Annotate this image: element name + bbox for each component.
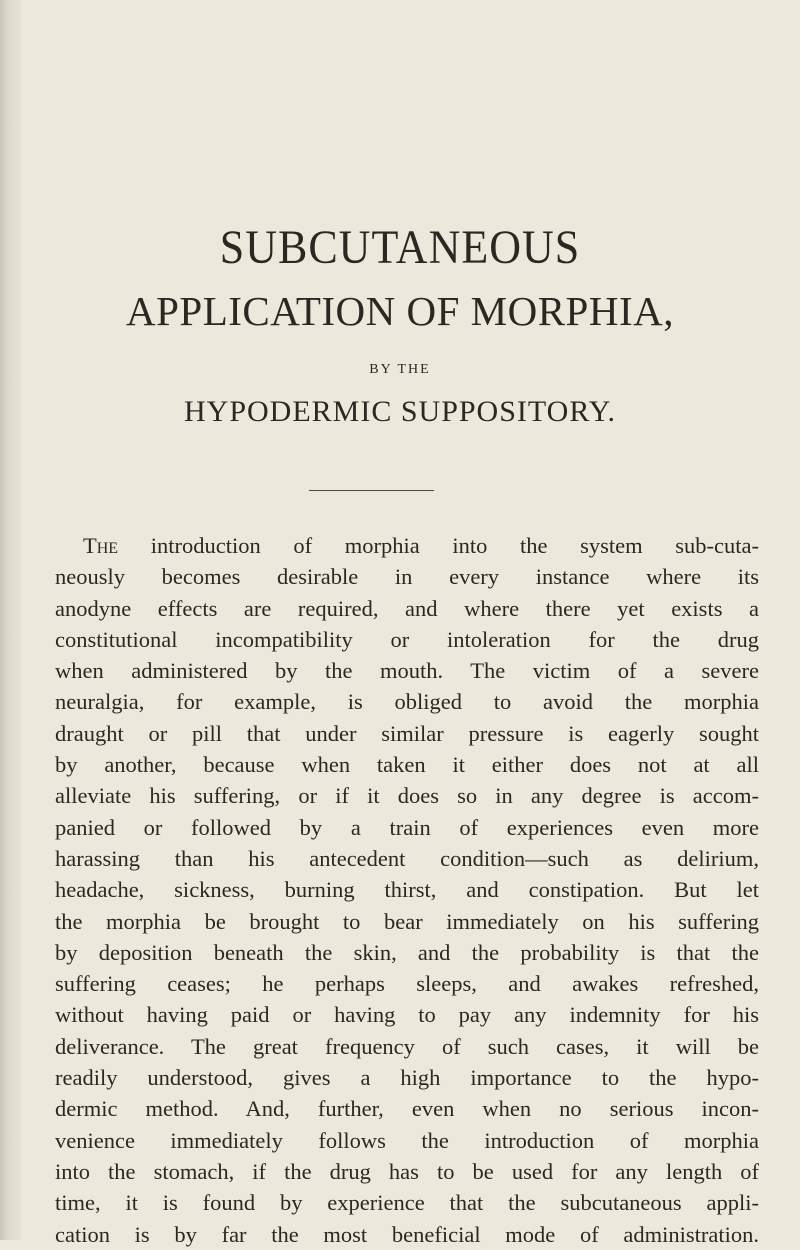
paragraph-line: venience immediately follows the introduction of morphia [55,1127,759,1153]
paragraph-line: dermic method. And, further, even when no serious incon- [55,1096,759,1122]
paragraph-line: into the stomach, if the drug has to be used for any length of [55,1158,759,1184]
paragraph-line: when administered by the mouth. The victim of a severe [55,658,759,684]
paragraph-line: constitutional incompatibility or intoleration for the drug [55,626,759,652]
paragraph-line: panied or followed by a train of experiences even more [55,814,759,840]
title-line-1: SUBCUTANEOUS [219,221,581,274]
paragraph-line: neously becomes desirable in every instance where its [55,564,759,590]
body-paragraph [55,530,759,1250]
paragraph-line: by deposition beneath the skin, and the probability is that the [55,939,759,965]
paragraph-line: harassing than his antecedent condition—such as delirium, [55,845,759,871]
paragraph-line-first [55,530,759,561]
paragraph-line: the morphia be brought to bear immediately on his suffering [55,908,759,934]
paragraph-line: draught or pill that under similar pressure is eagerly sought [55,720,759,746]
section-divider [309,490,434,491]
paragraph-line: suffering ceases; he perhaps sleeps, and awakes refreshed, [55,971,759,997]
title-line-3: HYPODERMIC SUPPOSITORY. [183,395,616,428]
paragraph-line: deliverance. The great frequency of such cases, it will be [55,1033,759,1059]
paragraph-line: alleviate his suffering, or if it does so in any degree is accom- [55,783,759,809]
paragraph-line: anodyne effects are required, and where there yet exists a [55,595,759,621]
paragraph-line: time, it is found by experience that the subcutaneous appli- [55,1190,759,1216]
paragraph-line: headache, sickness, burning thirst, and constipation. But let [55,877,759,903]
paragraph-line: neuralgia, for example, is obliged to avoid the morphia [55,689,759,715]
paragraph-line: cation is by far the most beneficial mode of administration. [55,1221,759,1247]
byline: BY THE [369,362,431,377]
paragraph-first-line-text: introduction of morphia into the system sub-cuta- [118,533,759,558]
paragraph-line: by another, because when taken it either does not at all [55,752,759,778]
page-binding-edge [0,0,22,1240]
title-line-2: APPLICATION OF MORPHIA, [126,288,674,334]
paragraph-lead-word: The [83,533,119,558]
paragraph-line: readily understood, gives a high importance to the hypo- [55,1065,759,1091]
paragraph-line: without having paid or having to pay any indemnity for his [55,1002,759,1028]
